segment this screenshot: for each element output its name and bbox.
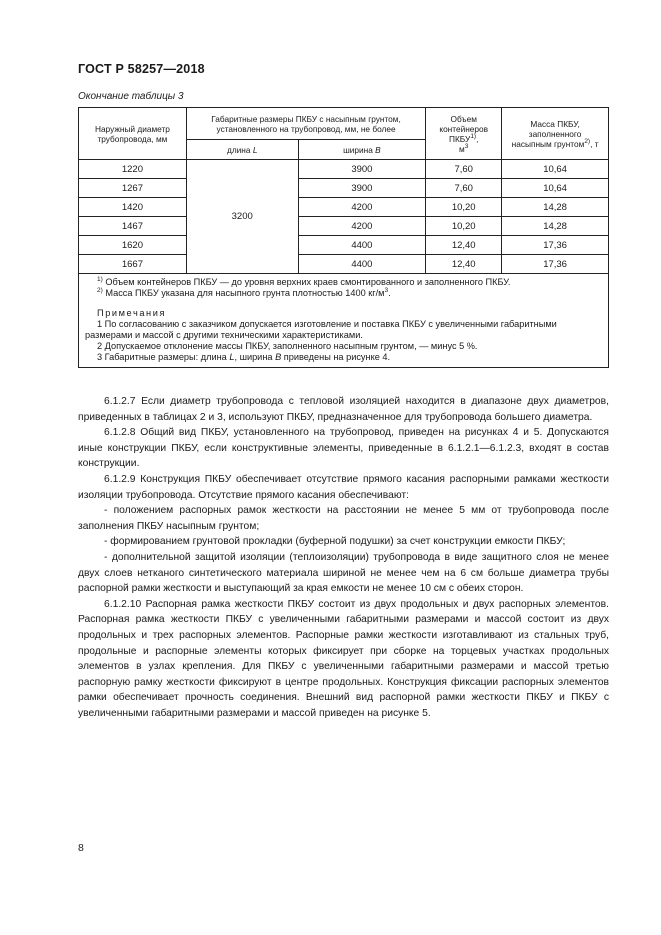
footnote-2: $^{2)}$ Масса ПКБУ указана для насыпного грунта плотностью 1400 $кг/м^3$. xyxy=(97,286,391,298)
table-caption: Окончание таблицы 3 xyxy=(78,91,184,102)
header-mass: Масса ПКБУ, заполненного насыпным грунтом$^{2)}$, т xyxy=(502,108,609,160)
header-width: ширина B xyxy=(298,140,426,160)
table-row: 1420 4200 10,20 14,28 xyxy=(79,198,609,217)
paragraph-6-1-2-9: 6.1.2.9 Конструкция ПКБУ обеспечивает отсутствие прямого касания распорными рамками жесткости изоляции трубопровода. Отсутствие прямого касания обеспечивают: xyxy=(78,473,609,501)
page-number: 8 xyxy=(78,842,84,854)
paragraph-6-1-2-7: 6.1.2.7 Если диаметр трубопровода с тепловой изоляцией находится в диапазоне двух диаметров, приведенных в таблицах 2 и 3, используют ПКБУ, предназначенное для трубопровода большего диаметра. xyxy=(78,396,609,423)
document-header: ГОСТ Р 58257—2018 xyxy=(78,62,205,76)
paragraph-6-1-2-10: 6.1.2.10 Распорная рамка жесткости ПКБУ состоит из двух продольных и двух распорных элементов. Распорная рамка жесткости ПКБУ с увеличенными габаритными размерами и массой состоит из двух продольных и трех распорных элементов. Распорные рамки жесткости изготавливают из стальных труб, продольные и распорные элементы которых фиксирует при сборке на торцевых участках продольных элементов в узлах крепления. Для ПКБУ с увеличенными габаритными размерами и массой третью распорную рамку жесткости фиксируют в центре продольных. Конструкция фиксации распорных элементов рамки обеспечивает прочность соединения. Внешний вид распорной рамки жесткости ПКБУ и ПКБУ с увеличенными габаритными размерами и массой приведен на рисунке 5. xyxy=(78,598,609,719)
paragraph-6-1-2-8: 6.1.2.8 Общий вид ПКБУ, установленного на трубопровод, приведен на рисунках 4 и 5. Допускаются иные конструкции ПКБУ, если конструктивные элементы, приведенные в 6.1.2.1—6.1.2.3, входят в состав конструкции. xyxy=(78,427,609,470)
table-row: 1267 3900 7,60 10,64 xyxy=(79,179,609,198)
bullet-item: - дополнительной защитой изоляции (теплоизоляции) трубопровода в виде защитного слоя не менее двух слоев нетканого синтетического материала шириной не менее чем на 6 см больше диаметра трубы распорной рамки жесткости и выступающий за края емкости не менее 10 см с обеих сторон. xyxy=(78,551,609,595)
note-3: 3 Габаритные размеры: длина L, ширина B приведены на рисунке 4. xyxy=(97,352,391,362)
table-notes xyxy=(79,274,609,368)
header-dimensions: Габаритные размеры ПКБУ с насыпным грунтом, установленного на трубопровод, мм, не более xyxy=(186,108,425,140)
note-2: 2 Допускаемое отклонение массы ПКБУ, заполненного насыпным грунтом, — минус 5 %. xyxy=(97,341,478,351)
body-text xyxy=(78,394,609,721)
dimensions-table xyxy=(78,107,609,368)
bullet-item: - положением распорных рамок жесткости на расстоянии не менее 5 мм от трубопровода после заполнения ПКБУ насыпным грунтом; xyxy=(78,505,609,532)
header-length: длина L xyxy=(186,140,298,160)
bullet-item: - формированием грунтовой прокладки (буферной подушки) за счет конструкции емкости ПКБУ; xyxy=(104,536,566,548)
table-row: 1220 3200 3900 7,60 10,64 xyxy=(79,160,609,179)
table-row: 1467 4200 10,20 14,28 xyxy=(79,217,609,236)
note-1: 1 По согласованию с заказчиком допускается изготовление и поставка ПКБУ с увеличенными габаритными размерами и массой с другими техническими характеристиками. xyxy=(85,319,557,340)
table-row: 1620 4400 12,40 17,36 xyxy=(79,236,609,255)
table-row: 1667 4400 12,40 17,36 xyxy=(79,255,609,274)
header-diameter: Наружный диаметр трубопровода, мм xyxy=(79,108,187,160)
length-value: 3200 xyxy=(186,160,298,274)
footnote-1: $^{1)}$ Объем контейнеров ПКБУ — до уровня верхних краев смонтированного и заполненного ПКБУ. xyxy=(97,275,511,287)
header-volume: Объем контейнеров ПКБУ$^{1)}$, $м^3$ xyxy=(426,108,502,160)
notes-title: Примечания xyxy=(97,308,167,318)
